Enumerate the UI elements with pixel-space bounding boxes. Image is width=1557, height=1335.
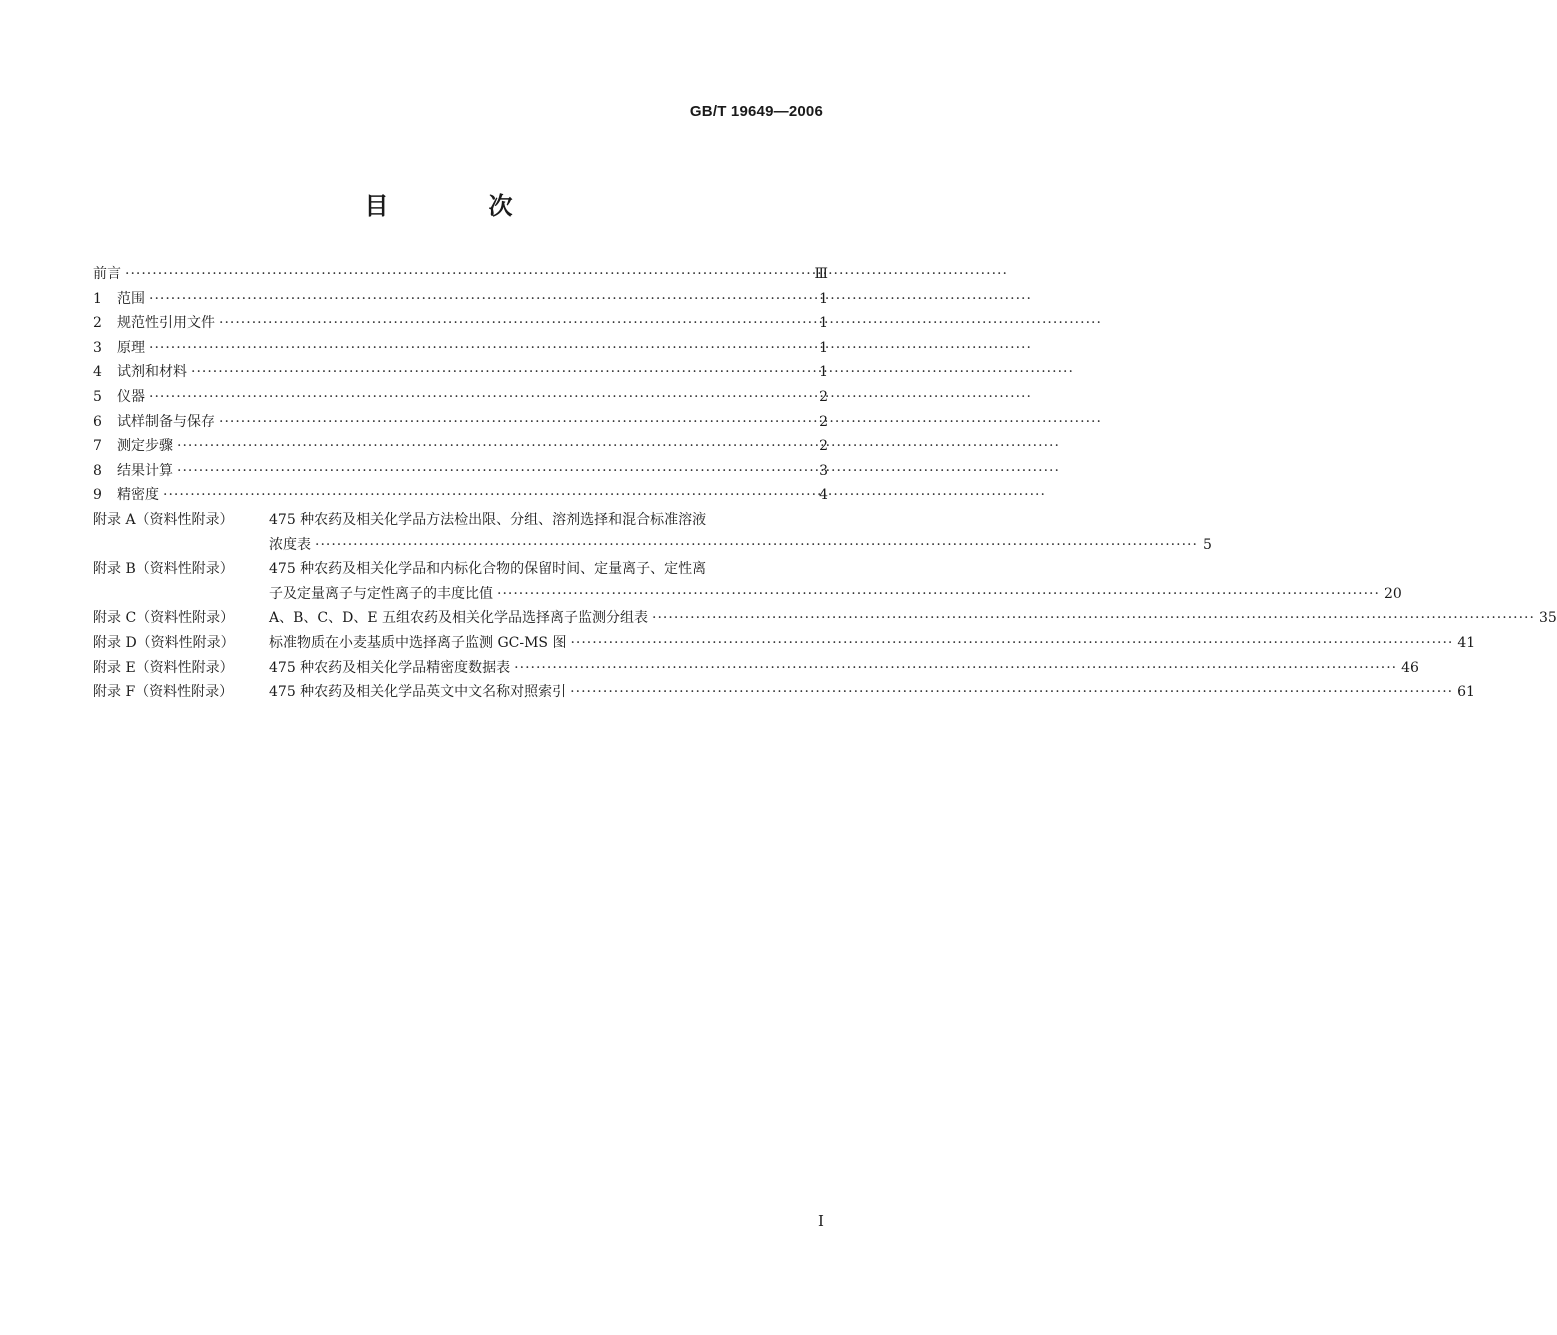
toc-entry-title: 475 种农药及相关化学品精密度数据表 (269, 659, 511, 676)
appendix-label: 附录 E（资料性附录） (93, 659, 234, 676)
toc-entry-title: 测定步骤 (117, 438, 173, 455)
toc-entry-title: 范围 (117, 290, 145, 307)
toc-entry-title: 仪器 (117, 388, 145, 405)
toc-entry-title: A、B、C、D、E 五组农药及相关化学品选择离子监测分组表 (269, 610, 649, 627)
dot-leader (219, 311, 814, 336)
table-of-contents (93, 262, 1557, 705)
toc-entry-appendix[interactable] (93, 631, 1476, 656)
chapter-number: 6 (93, 413, 102, 430)
dot-leader (514, 656, 1397, 681)
dot-leader (177, 459, 814, 484)
chapter-number: 9 (93, 487, 102, 504)
dot-leader (219, 410, 814, 435)
toc-entry-page: 1 (819, 364, 828, 381)
toc-entry-appendix[interactable] (93, 606, 1557, 631)
toc-entry-page: 35 (1538, 610, 1557, 627)
toc-entry-page: 41 (1457, 634, 1476, 651)
chapter-number: 7 (93, 438, 102, 455)
appendix-label: 附录 C（资料性附录） (93, 610, 235, 627)
appendix-label: 附录 D（资料性附录） (93, 634, 235, 651)
appendix-label: 附录 F（资料性附录） (93, 684, 234, 701)
toc-title: 目 次 (364, 191, 551, 220)
toc-entry-page: 1 (819, 315, 828, 332)
toc-entry-appendix[interactable] (93, 680, 1475, 705)
toc-entry-page: 3 (819, 462, 828, 479)
chapter-number: 1 (93, 290, 102, 307)
toc-entry-title: 标准物质在小麦基质中选择离子监测 GC-MS 图 (269, 634, 567, 651)
dot-leader (149, 385, 814, 410)
dot-leader (191, 360, 814, 385)
chapter-number: 5 (93, 388, 102, 405)
toc-entry-title: 475 种农药及相关化学品英文中文名称对照索引 (269, 684, 567, 701)
dot-leader (125, 262, 810, 287)
toc-entry-page: 2 (819, 413, 828, 430)
appendix-label: 附录 B（资料性附录） (93, 561, 234, 578)
dot-leader (149, 287, 814, 312)
dot-leader (177, 434, 814, 459)
toc-entry-page: 2 (819, 388, 828, 405)
toc-entry-page: 46 (1401, 659, 1419, 676)
toc-entry-chapter[interactable] (93, 385, 828, 410)
toc-entry-page: 4 (819, 487, 828, 504)
toc-entry-page: 61 (1457, 684, 1475, 701)
appendix-list (93, 508, 1557, 705)
page-number: Ⅰ (818, 1212, 824, 1230)
toc-entry-title-continued: 浓度表 (269, 536, 311, 553)
dot-leader (497, 582, 1380, 607)
dot-leader (570, 680, 1453, 705)
chapter-list (93, 287, 828, 508)
toc-entry-page: Ⅲ (814, 266, 828, 282)
toc-entry-appendix[interactable] (93, 557, 1402, 606)
toc-entry-title-continued: 子及定量离子与定性离子的丰度比值 (269, 585, 493, 602)
appendix-label: 附录 A（资料性附录） (93, 511, 234, 528)
toc-entry-title: 试剂和材料 (117, 364, 187, 381)
toc-entry-title: 结果计算 (117, 462, 173, 479)
toc-entry-page: 5 (1203, 536, 1212, 553)
dot-leader (570, 631, 1453, 656)
toc-entry-page: 1 (819, 290, 828, 307)
toc-entry-title: 精密度 (117, 487, 159, 504)
toc-entry-title: 475 种农药及相关化学品和内标化合物的保留时间、定量离子、定性离 (269, 561, 707, 578)
toc-entry-title: 475 种农药及相关化学品方法检出限、分组、溶剂选择和混合标准溶液 (269, 511, 707, 528)
dot-leader (149, 336, 814, 361)
toc-entry-chapter[interactable] (93, 287, 828, 312)
toc-entry-title: 规范性引用文件 (117, 315, 215, 332)
dot-leader (652, 606, 1535, 631)
toc-entry-chapter[interactable] (93, 336, 828, 361)
toc-entry-preface[interactable] (93, 262, 828, 287)
toc-entry-title: 前言 (93, 266, 121, 282)
toc-entry-appendix[interactable] (93, 508, 1212, 557)
chapter-number: 4 (93, 364, 102, 381)
toc-entry-chapter[interactable] (93, 360, 828, 385)
chapter-number: 2 (93, 315, 102, 332)
toc-entry-page: 20 (1383, 585, 1402, 602)
dot-leader (163, 483, 814, 508)
toc-entry-chapter[interactable] (93, 410, 828, 435)
standard-code: GB/T 19649—2006 (689, 103, 823, 120)
chapter-number: 8 (93, 462, 102, 479)
toc-entry-page: 2 (819, 438, 828, 455)
toc-entry-page: 1 (819, 339, 828, 356)
toc-entry-title: 试样制备与保存 (117, 413, 215, 430)
chapter-number: 3 (93, 339, 102, 356)
toc-entry-chapter[interactable] (93, 459, 828, 484)
dot-leader (315, 533, 1198, 558)
toc-entry-chapter[interactable] (93, 434, 828, 459)
toc-entry-title: 原理 (117, 339, 145, 356)
toc-entry-chapter[interactable] (93, 483, 828, 508)
toc-entry-chapter[interactable] (93, 311, 828, 336)
toc-entry-appendix[interactable] (93, 656, 1419, 681)
